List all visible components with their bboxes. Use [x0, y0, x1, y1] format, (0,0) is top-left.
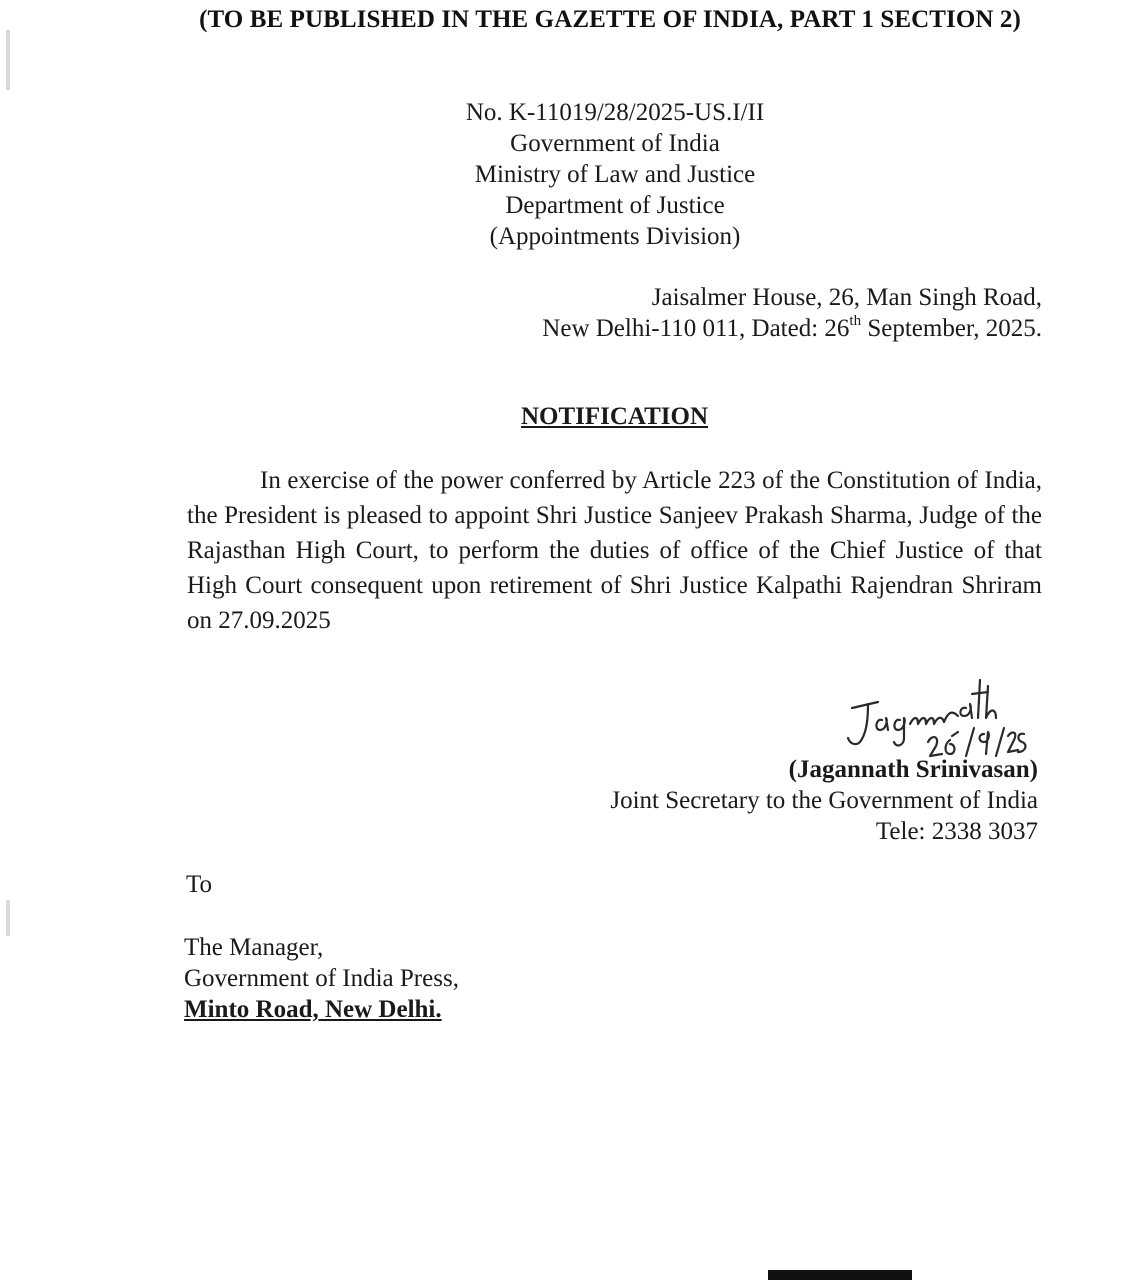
date-ordinal: th — [849, 313, 862, 329]
address-block — [542, 282, 1042, 344]
address-line-2 — [542, 313, 1042, 344]
division-name: (Appointments Division) — [489, 223, 741, 250]
recipient-block — [184, 932, 459, 1025]
government-name: Government of India — [510, 130, 720, 157]
department-name: Department of Justice — [505, 192, 725, 219]
file-number: No. K-11019/28/2025-US.I/II — [465, 99, 765, 126]
date-prefix: New Delhi-110 011, Dated: 26 — [542, 315, 850, 342]
signer-telephone: Tele: 2338 3037 — [875, 818, 1038, 845]
scan-bottom-bar — [768, 1270, 912, 1280]
recipient-title: The Manager, — [184, 934, 324, 961]
signer-designation: Joint Secretary to the Government of India — [610, 787, 1038, 814]
notification-body: In exercise of the power conferred by Article 223 of the Constitution of India, the President is pleased to appoint Shri Justice Sanjeev Prakash Sharma, Judge of the Rajasthan High Court, to perform the duties of office of the Chief Justice of that High Court consequent upon retirement of Shri Justice Kalpathi Rajendran Shriram on 27.09.2025 — [187, 467, 1042, 634]
date-suffix: September, 2025. — [861, 315, 1042, 342]
address-line-1: Jaisalmer House, 26, Man Singh Road, — [651, 284, 1042, 311]
to-label: To — [186, 871, 213, 898]
recipient-address: Minto Road, New Delhi. — [184, 996, 442, 1023]
ministry-name: Ministry of Law and Justice — [474, 161, 756, 188]
signer-block — [610, 754, 1038, 847]
office-block — [370, 97, 860, 252]
scan-edge-mark — [6, 900, 10, 936]
signer-name: (Jagannath Srinivasan) — [788, 756, 1038, 783]
recipient-organisation: Government of India Press, — [184, 965, 459, 992]
gazette-header: (TO BE PUBLISHED IN THE GAZETTE OF INDIA, PART 1 SECTION 2) — [199, 6, 1021, 33]
scan-edge-mark — [6, 30, 10, 90]
notification-title: NOTIFICATION — [520, 403, 709, 430]
